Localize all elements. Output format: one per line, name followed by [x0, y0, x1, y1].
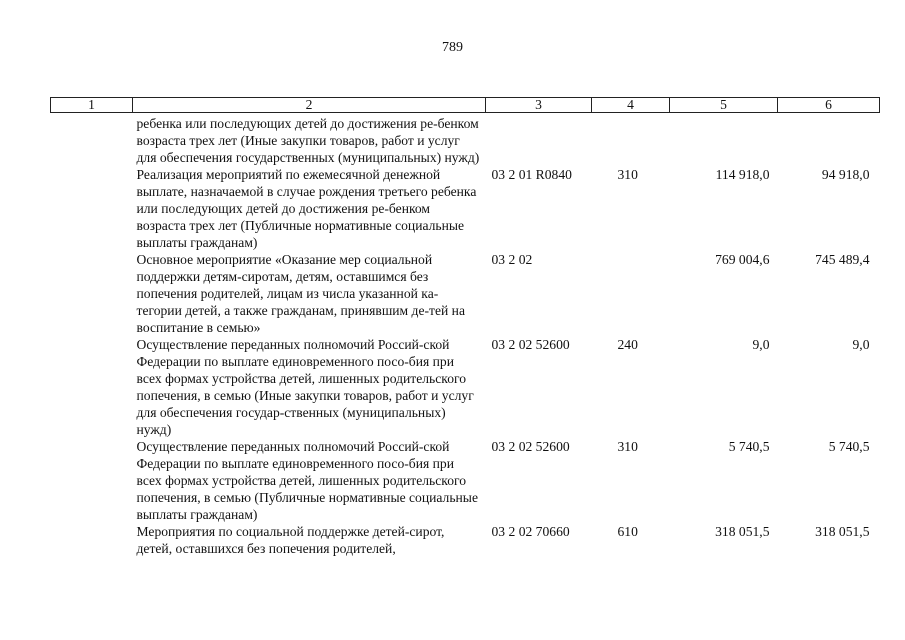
amount-year-2	[778, 113, 880, 167]
cell-empty	[51, 523, 133, 557]
page-number: 789	[442, 40, 463, 55]
cell-empty	[51, 438, 133, 523]
table-header	[51, 98, 880, 113]
table-row	[51, 166, 880, 251]
expense-type	[592, 113, 670, 167]
target-code: 03 2 01 R0840	[491, 167, 572, 182]
table-row	[51, 113, 880, 167]
expense-type	[592, 251, 670, 336]
header-col-5: 5	[670, 98, 778, 113]
header-col-6: 6	[778, 98, 880, 113]
cell-empty	[51, 113, 133, 167]
amount-year-2: 94 918,0	[821, 167, 870, 182]
amount-year-1	[670, 113, 778, 167]
amount-year-1: 114 918,0	[715, 167, 770, 182]
expense-type: 240	[617, 337, 638, 352]
item-name: ребенка или последующих детей до достижения ре-бенком возраста трех лет (Иные закупки товаров, работ и услуг для обеспечения государственных (муниципальных) нужд)	[136, 116, 480, 165]
item-name: Мероприятия по социальной поддержке детей-сирот, детей, оставшихся без попечения родителей,	[136, 524, 445, 556]
target-code: 03 2 02 52600	[491, 337, 570, 352]
item-name: Осуществление переданных полномочий Россий-ской Федерации по выплате единовременного посо-бия при всех формах устройства детей, лишенных родительского попечения, в семью (Иные закупки товаров, работ и услуг для обеспечения государ-ственных (муниципальных) нужд)	[136, 337, 474, 437]
table-body	[51, 113, 880, 558]
header-col-4: 4	[592, 98, 670, 113]
cell-empty	[51, 251, 133, 336]
item-name: Реализация мероприятий по ежемесячной денежной выплате, назначаемой в случае рождения третьего ребенка или последующих детей до достижения ре-бенком возраста трех лет (Публичные нормативные социальные выплаты гражданам)	[136, 167, 477, 250]
table-row	[51, 251, 880, 336]
cell-empty	[51, 166, 133, 251]
expense-type: 310	[617, 167, 638, 182]
expense-type: 310	[617, 439, 638, 454]
amount-year-2: 5 740,5	[828, 439, 870, 454]
table-row	[51, 336, 880, 438]
target-code: 03 2 02 52600	[491, 439, 570, 454]
budget-table	[50, 97, 880, 557]
target-code: 03 2 02	[491, 252, 533, 267]
cell-empty	[51, 336, 133, 438]
amount-year-1: 318 051,5	[715, 524, 770, 539]
header-col-1: 1	[51, 98, 133, 113]
target-code: 03 2 02 70660	[491, 524, 570, 539]
amount-year-1: 9,0	[752, 337, 770, 352]
amount-year-2: 9,0	[852, 337, 870, 352]
item-name: Основное мероприятие «Оказание мер социальной поддержки детям-сиротам, детям, оставшимся без попечения родителей, лицам из числа указанной ка-тегории детей, а также гражданам, принявшим де-тей на воспитание в семью»	[136, 252, 465, 335]
amount-year-2: 318 051,5	[815, 524, 870, 539]
amount-year-1: 5 740,5	[728, 439, 770, 454]
header-col-3: 3	[486, 98, 592, 113]
item-name: Осуществление переданных полномочий Россий-ской Федерации по выплате единовременного посо-бия при всех формах устройства детей, лишенных родительского попечения, в семью (Публичные нормативные социальные выплаты гражданам)	[136, 439, 478, 522]
header-col-2: 2	[133, 98, 486, 113]
amount-year-1: 769 004,6	[715, 252, 770, 267]
target-code	[486, 113, 592, 167]
amount-year-2: 745 489,4	[815, 252, 870, 267]
header-row	[51, 98, 880, 113]
table-row	[51, 438, 880, 523]
table-row	[51, 523, 880, 557]
expense-type: 610	[617, 524, 638, 539]
